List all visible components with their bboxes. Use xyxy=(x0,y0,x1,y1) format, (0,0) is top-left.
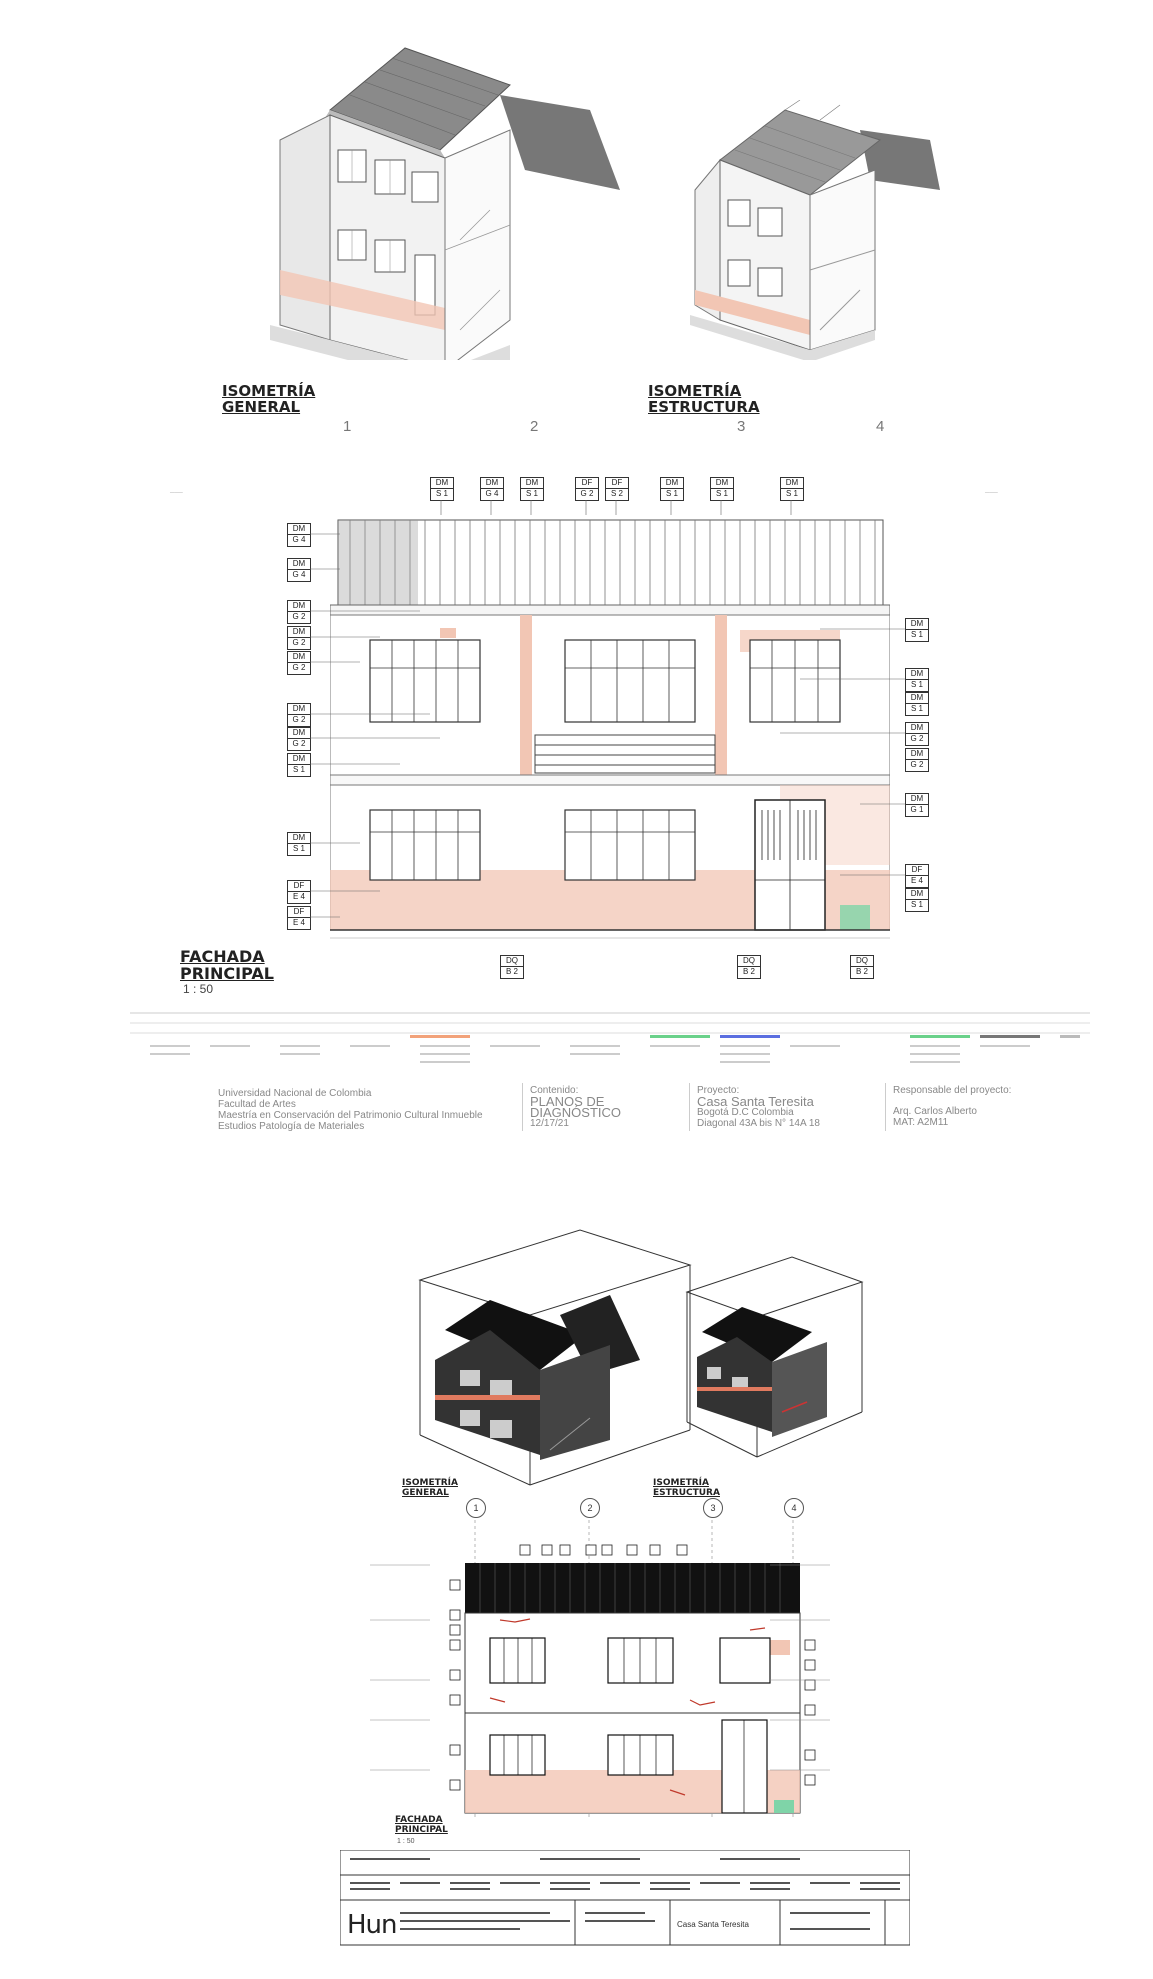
tag-grade: E 4 xyxy=(910,876,923,885)
tag-code: DF xyxy=(288,881,310,892)
tag-grade: G 2 xyxy=(292,638,306,647)
tag-code: DQ xyxy=(738,956,760,967)
institution-line4: Estudios Patología de Materiales xyxy=(218,1121,365,1132)
axis-number-1: 1 xyxy=(343,418,352,435)
dark-title-block-logo: Hun xyxy=(347,1910,397,1940)
iso-general-title-line2: GENERAL xyxy=(222,398,301,416)
tag-code: DM xyxy=(288,704,310,715)
axis-bubble-4: 4 xyxy=(784,1498,804,1518)
tag-grade: S 1 xyxy=(665,489,678,498)
dark-iso-general-line1: ISOMETRÍA xyxy=(402,1478,458,1488)
contenido-line2: DIAGNÓSTICO xyxy=(530,1105,622,1120)
tag-grade: B 2 xyxy=(505,967,518,976)
responsable-label: Responsable del proyecto: xyxy=(893,1085,1012,1096)
tag-grade: S 1 xyxy=(910,704,923,713)
proyecto-address: Diagonal 43A bis N° 14A 18 xyxy=(697,1118,820,1129)
dark-iso-estructura-line2: ESTRUCTURA xyxy=(653,1488,720,1498)
tag-code: DM xyxy=(521,478,543,489)
tag-code: DM xyxy=(288,559,310,570)
iso-estructura-title-line1: ISOMETRÍA xyxy=(648,382,742,400)
tag-code: DM xyxy=(906,794,928,805)
facade-title-line2: PRINCIPAL xyxy=(180,964,274,983)
iso-general-title xyxy=(222,383,315,415)
tag-grade: S 1 xyxy=(910,630,923,639)
tag-code: DM xyxy=(906,723,928,734)
leader-lines xyxy=(300,500,950,980)
tag-grade: G 4 xyxy=(485,489,499,498)
title-block-divider xyxy=(522,1083,523,1131)
axis-bubble-1: 1 xyxy=(466,1498,486,1518)
proyecto-city: Bogotá D.C Colombia xyxy=(697,1107,794,1118)
dark-isometric-general xyxy=(410,1220,700,1490)
tag-code: DM xyxy=(906,889,928,900)
tag-code: DM xyxy=(906,749,928,760)
tag-grade: G 2 xyxy=(292,739,306,748)
tag-code: DM xyxy=(288,524,310,535)
tag-grade: S 1 xyxy=(525,489,538,498)
tag-code: DF xyxy=(576,478,598,489)
tag-grade: E 4 xyxy=(292,918,305,927)
tag-code: DM xyxy=(906,693,928,704)
tag-grade: S 1 xyxy=(785,489,798,498)
responsable-mat: MAT: A2M11 xyxy=(893,1117,949,1128)
tag-code: DM xyxy=(781,478,803,489)
axis-bubble-3: 3 xyxy=(703,1498,723,1518)
isometric-structure-drawing xyxy=(690,100,950,360)
tag-code: DM xyxy=(906,669,928,680)
institution-line2: Facultad de Artes xyxy=(218,1099,296,1110)
axis-number-4: 4 xyxy=(876,418,885,435)
tag-grade: G 1 xyxy=(910,805,924,814)
title-block-institution xyxy=(218,1088,483,1132)
tag-grade: S 2 xyxy=(610,489,623,498)
tag-top-2 xyxy=(480,477,504,501)
dark-facade-line2: PRINCIPAL xyxy=(395,1825,448,1835)
tag-top-5 xyxy=(605,477,629,501)
tag-grade: G 2 xyxy=(910,760,924,769)
dark-iso-general-title xyxy=(402,1478,458,1498)
tag-grade: S 1 xyxy=(910,680,923,689)
tag-grade: G 2 xyxy=(292,612,306,621)
dark-facade-line1: FACHADA xyxy=(395,1815,443,1825)
tag-top-4 xyxy=(575,477,599,501)
facade-scale: 1 : 50 xyxy=(183,982,214,996)
axis-number-2: 2 xyxy=(530,418,539,435)
tag-grade: B 2 xyxy=(855,967,868,976)
institution-line3: Maestría en Conservación del Patrimonio Cultural Inmueble xyxy=(218,1110,483,1121)
title-block-responsable xyxy=(893,1085,1011,1128)
iso-estructura-title-line2: ESTRUCTURA xyxy=(648,398,760,416)
dark-isometric-estructura xyxy=(682,1252,872,1462)
tag-code: DF xyxy=(606,478,628,489)
dark-iso-general-line2: GENERAL xyxy=(402,1488,449,1498)
tag-code: DM xyxy=(661,478,683,489)
institution-line1: Universidad Nacional de Colombia xyxy=(218,1088,372,1099)
tag-grade: S 1 xyxy=(292,765,305,774)
tag-code: DF xyxy=(906,865,928,876)
tag-grade: S 1 xyxy=(292,844,305,853)
tag-grade: G 2 xyxy=(292,715,306,724)
tag-code: DM xyxy=(288,601,310,612)
tag-grade: S 1 xyxy=(910,900,923,909)
tag-grade: B 2 xyxy=(742,967,755,976)
tag-code: DQ xyxy=(851,956,873,967)
responsable-name: Arq. Carlos Alberto xyxy=(893,1106,977,1117)
title-block-divider xyxy=(885,1083,886,1131)
level-label-left: ─── xyxy=(170,490,183,496)
tag-code: DM xyxy=(288,652,310,663)
tag-grade: G 2 xyxy=(910,734,924,743)
tag-code: DQ xyxy=(501,956,523,967)
tag-code: DF xyxy=(288,907,310,918)
tag-code: DM xyxy=(288,627,310,638)
axis-number-3: 3 xyxy=(737,418,746,435)
iso-general-title-line1: ISOMETRÍA xyxy=(222,382,316,400)
tag-top-8 xyxy=(780,477,804,501)
tag-top-7 xyxy=(710,477,734,501)
proyecto-label: Proyecto: xyxy=(697,1085,740,1096)
tag-grade: G 2 xyxy=(292,663,306,672)
contenido-date: 12/17/21 xyxy=(530,1118,569,1129)
iso-estructura-title xyxy=(648,383,760,415)
tag-grade: S 1 xyxy=(715,489,728,498)
tag-code: DM xyxy=(288,728,310,739)
contenido-label: Contenido: xyxy=(530,1085,579,1096)
dark-facade-title xyxy=(395,1815,448,1835)
dark-iso-estructura-line1: ISOMETRÍA xyxy=(653,1478,709,1488)
tag-code: DM xyxy=(431,478,453,489)
tag-grade: G 2 xyxy=(580,489,594,498)
tag-code: DM xyxy=(481,478,503,489)
tag-grade: S 1 xyxy=(435,489,448,498)
tag-top-3 xyxy=(520,477,544,501)
tag-code: DM xyxy=(906,619,928,630)
tag-grade: G 4 xyxy=(292,535,306,544)
dark-iso-estructura-title xyxy=(653,1478,720,1498)
facade-title xyxy=(180,948,274,982)
title-block-contenido xyxy=(530,1085,621,1129)
tag-code: DM xyxy=(288,833,310,844)
tag-top-6 xyxy=(660,477,684,501)
tag-code: DM xyxy=(711,478,733,489)
dark-title-block xyxy=(340,1850,910,1950)
dark-facade-scale: 1 : 50 xyxy=(397,1838,415,1845)
isometric-general-drawing xyxy=(270,40,640,360)
level-label-right: ─── xyxy=(985,490,998,496)
facade-title-line1: FACHADA xyxy=(180,947,265,966)
tag-grade: G 4 xyxy=(292,570,306,579)
contenido-line1: PLANOS DE xyxy=(530,1094,605,1109)
tag-grade: E 4 xyxy=(292,892,305,901)
dark-facade-elevation xyxy=(370,1520,830,1830)
title-block-divider xyxy=(689,1083,690,1131)
dark-title-block-proyecto: Casa Santa Teresita xyxy=(677,1920,749,1929)
proyecto-name: Casa Santa Teresita xyxy=(697,1094,814,1109)
tag-top-1 xyxy=(430,477,454,501)
title-block-proyecto xyxy=(697,1085,820,1129)
tag-code: DM xyxy=(288,754,310,765)
legend-band xyxy=(130,1005,1090,1085)
axis-bubble-2: 2 xyxy=(580,1498,600,1518)
